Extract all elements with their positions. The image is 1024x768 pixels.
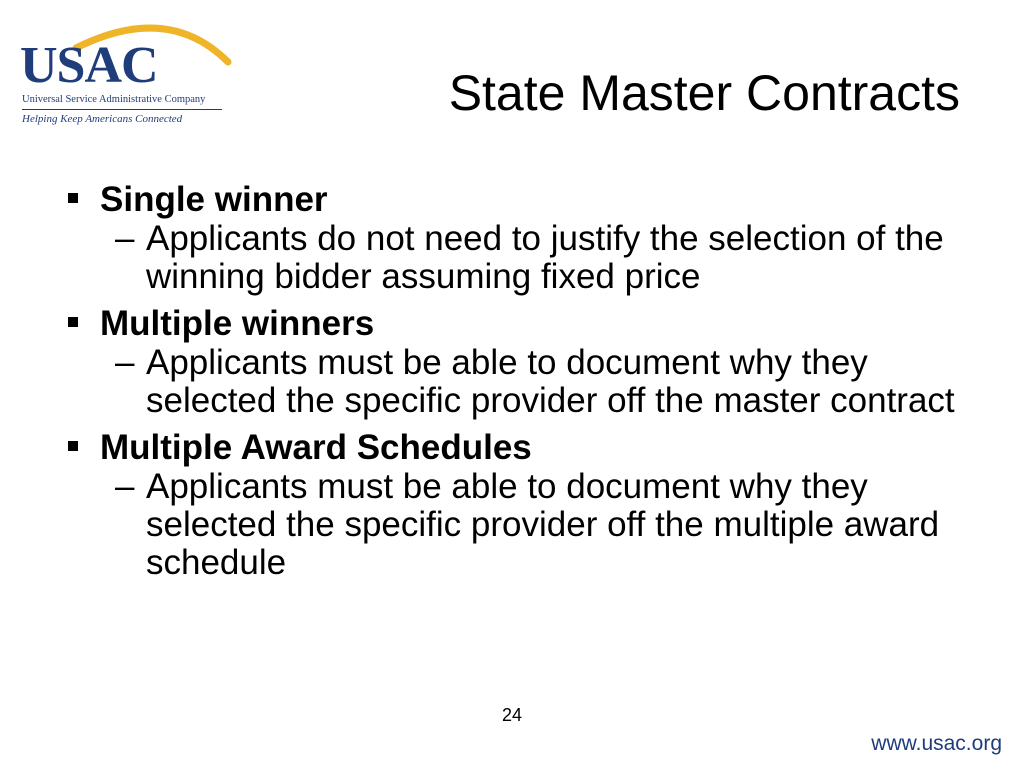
dash-icon: – [115,219,135,258]
bullet-text: Multiple winners [100,304,375,343]
square-bullet-icon [68,317,78,327]
bullet-item [60,304,980,344]
bullet-text: Single winner [100,180,328,219]
sub-bullet-text: Applicants do not need to justify the selection of the winning bidder assuming fixed price [146,219,944,296]
logo-company-name: Universal Service Administrative Company [22,94,206,105]
bullet-item [60,180,980,220]
logo-tagline: Helping Keep Americans Connected [22,113,183,125]
bullet-list [60,180,980,590]
logo-divider [22,109,222,110]
square-bullet-icon [68,193,78,203]
dash-icon: – [115,343,135,382]
footer-url-link[interactable]: www.usac.org [871,732,1002,755]
usac-logo [18,12,248,127]
dash-icon: – [115,467,135,506]
page-number: 24 [501,705,523,725]
sub-bullet-text: Applicants must be able to document why they selected the specific provider off the multiple award schedule [146,467,940,582]
sub-bullet [60,344,980,420]
bullet-item [60,428,980,468]
square-bullet-icon [68,441,78,451]
slide-title: State Master Contracts [448,65,960,121]
sub-bullet [60,220,980,296]
logo-wordmark: USAC [20,37,158,94]
sub-bullet [60,468,980,582]
sub-bullet-text: Applicants must be able to document why they selected the specific provider off the master contract [146,343,955,420]
bullet-text: Multiple Award Schedules [100,428,532,467]
